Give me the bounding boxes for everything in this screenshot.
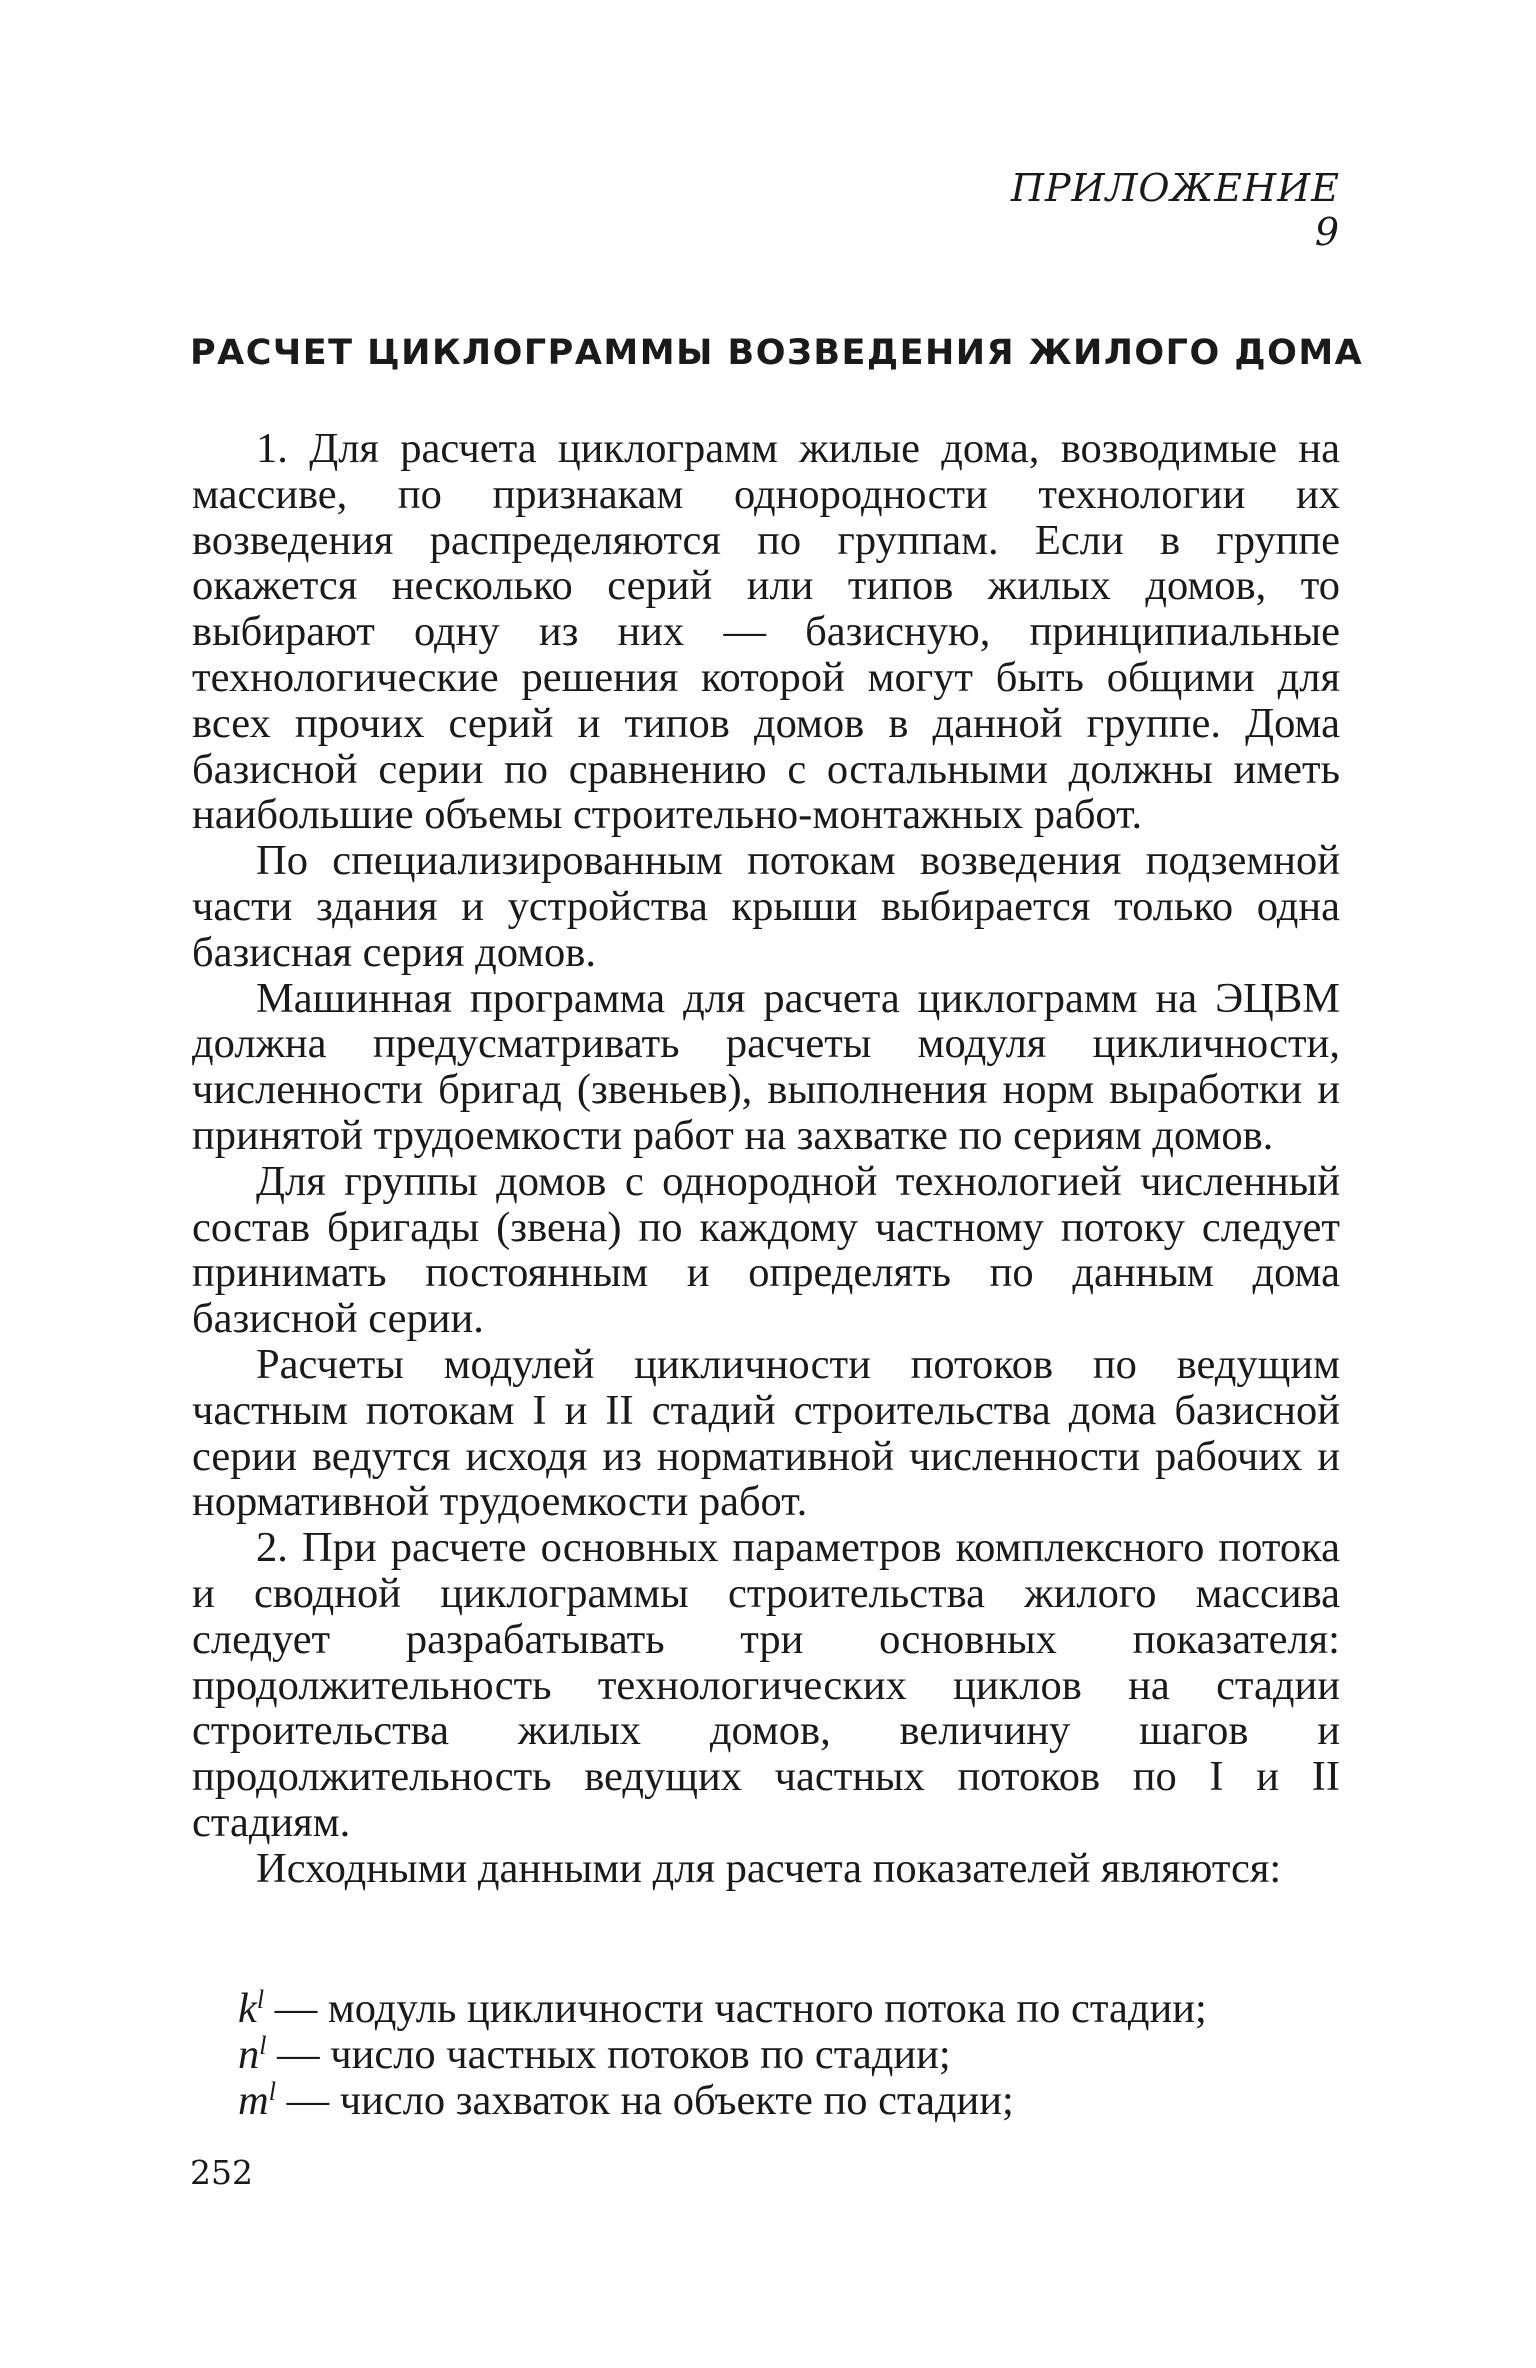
paragraph-6: 2. При расчете основных параметров комплексного потока и сводной циклограммы строительства жилого массива следует разрабатывать три основных показателя: продолжительность технологических циклов на стадии строительства жилых домов, величину шагов и продолжительность ведущих частных потоков по I и II стадиям. <box>192 1524 1340 1846</box>
definition-symbol: $n^l$ <box>238 2031 267 2078</box>
paragraph-4: Для группы домов с однородной технологией численный состав бригады (звена) по каждому частному потоку следует принимать постоянным и определять по данным дома базисной серии. <box>192 1157 1340 1343</box>
paragraph-3: Машинная программа для расчета циклограмм на ЭЦВМ должна предусматривать расчеты модуля цикличности, численности бригад (звеньев), выполнения норм выработки и принятой трудоемкости работ на захватке по сериям домов. <box>192 974 1340 1159</box>
paragraph-2: По специализированным потокам возведения подземной части здания и устройства крыши выбирается только одна базисная серия домов. <box>192 837 1340 976</box>
section-title: РАСЧЕТ ЦИКЛОГРАММЫ ВОЗВЕДЕНИЯ ЖИЛОГО ДОМА <box>190 333 1364 373</box>
definition-list <box>238 1986 1348 2124</box>
page-number: 252 <box>190 2153 253 2192</box>
paragraph-1: 1. Для расчета циклограмм жилые дома, возводимые на массиве, по признакам однородности технологии их возведения распределяются по группам. Если в группе окажется несколько серий или типов жилых домов, то выбирают одну из них — базисную, принципиальные технологические решения которой могут быть общими для всех прочих серий и типов домов в данной группе. Дома базисной серии по сравнению с остальными должны иметь наибольшие объемы строительно-монтажных работ. <box>192 425 1340 839</box>
definition-item <box>238 1986 1348 2032</box>
definition-symbol: $k^l$ <box>238 1985 265 2032</box>
definition-item <box>238 2032 1348 2078</box>
paragraph-7: Исходными данными для расчета показателей являются: <box>256 1844 1282 1892</box>
definition-text: — модуль цикличности частного потока по стадии; <box>264 1985 1207 2032</box>
definition-text: — число частных потоков по стадии; <box>266 2031 951 2078</box>
appendix-label: ПРИЛОЖЕНИЕ 9 <box>1010 166 1340 254</box>
paragraph-5: Расчеты модулей цикличности потоков по ведущим частным потокам I и II стадий строительства дома базисной серии ведутся исходя из нормативной численности рабочих и нормативной трудоемкости работ. <box>192 1340 1340 1526</box>
definition-item <box>238 2078 1348 2124</box>
definition-text: — число захваток на объекте по стадии; <box>275 2077 1014 2124</box>
definition-symbol: $m^l$ <box>238 2077 276 2124</box>
body-text <box>192 426 1340 1892</box>
